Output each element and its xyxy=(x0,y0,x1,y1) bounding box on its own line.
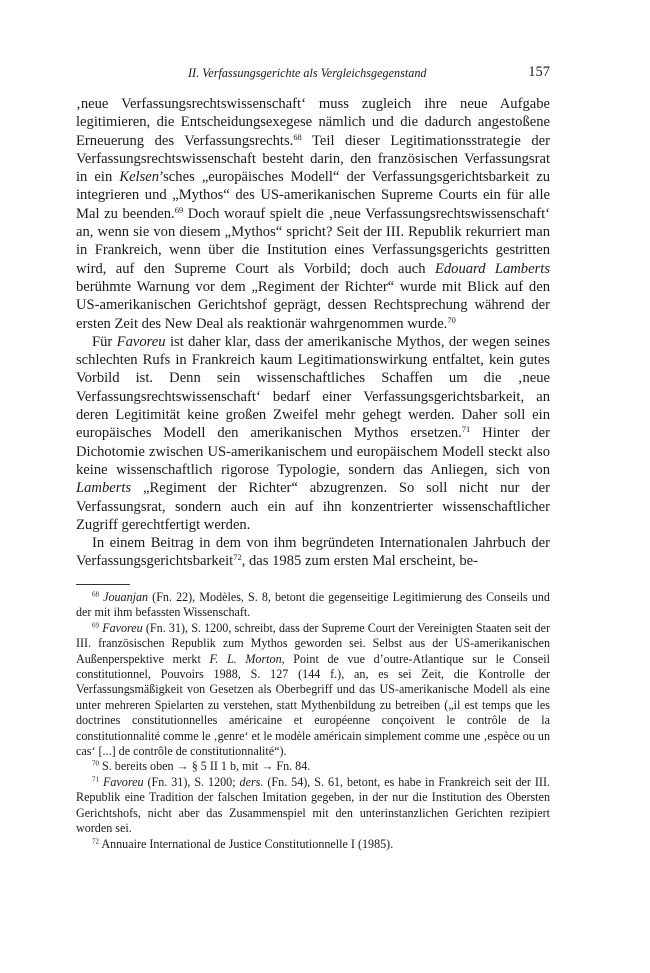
footnote xyxy=(76,837,550,852)
text-run: Teil dieser Legitimationsstrategie der Verfassungsrechtswissenschaft besteht darin, den französischen Verfassungsrat in ein xyxy=(76,132,551,186)
text-run: ‚neue Verfassungsrechtswissenschaft‘ muss zugleich ihre neue Aufgabe legitimieren, die Entscheidungsexegese nämlich und die dadurch angestoßene Erneuerung des Verfassungsrechts. xyxy=(76,96,550,149)
paragraph xyxy=(76,534,550,571)
text-run: ’sches „europäisches Modell“ der Verfassungsgerichtsbarkeit zu integrieren und „Mythos“ des US-amerikanischen Supreme Courts ein für alle Mal zu beenden. xyxy=(76,169,550,222)
text-run: S. bereits oben → § 5 II 1 b, mit → Fn. 84. xyxy=(99,759,311,774)
footnote-marker[interactable]: 71 xyxy=(461,424,471,435)
footnote-separator xyxy=(76,584,130,585)
footnote-marker[interactable]: 69 xyxy=(92,621,99,630)
italic-name: Favoreu xyxy=(102,620,143,635)
running-header xyxy=(76,64,550,84)
italic-name: Lamberts xyxy=(76,480,132,497)
text-run: (Fn. 31), S. 1200, schreibt, dass der Supreme Court der Vereinigten Staaten seit der III. französischen Republik zum Mythos geworden sei. Selbst aus der US-amerikanischen Außenperspektive merkt xyxy=(76,620,551,666)
text-run: Hinter der Dichotomie zwischen US-amerikanischem und europäischem Modell steckt also keine wissenschaftlich rigorose Typologie, sondern das Anliegen, sich von xyxy=(76,425,550,478)
footnote xyxy=(76,759,550,774)
text-run: „Regiment der Richter“ abzugrenzen. So soll nicht nur der Verfassungsrat, sondern auch ein auf ihn konzentrierter wissenschaftlicher Zugriff gerechtfertigt werden. xyxy=(76,480,550,533)
footnote-marker[interactable]: 72 xyxy=(92,837,99,846)
body-text xyxy=(76,95,550,571)
text-run: (Fn. 31), S. 1200; xyxy=(143,774,240,789)
text-run: , Point de vue d’outre-Atlantique sur le Conseil constitutionnel, Pouvoirs 1988, S. 127 (144 f.), an, es sei Zeit, die Kontrolle der Verfassungsmäßigkeit von Gesetzen als Oberbegriff und das US-amerikanische Modell als eine unter mehreren Spielarten zu verstehen, statt Mythenbildung zu betreiben („il est temps que les doctrines constitutionnelles américaine et européenne conçoivent le contrôle de la constitutionnalité comme le ‚genre‘ et le modèle américain simplement comme une ‚espèce ou un cas‘ [...] de contrôle de constitutionnalité“). xyxy=(76,651,550,759)
italic-name: Kelsen xyxy=(119,169,160,186)
text-run: Für xyxy=(92,333,117,350)
footnote-marker[interactable]: 70 xyxy=(92,760,99,769)
text-run: , das 1985 zum ersten Mal erscheint, be- xyxy=(241,553,478,570)
footnote xyxy=(76,775,550,837)
footnote xyxy=(76,590,550,621)
footnote-marker[interactable]: 70 xyxy=(447,314,456,325)
footnote-marker[interactable]: 71 xyxy=(92,775,99,784)
italic-name: Favoreu xyxy=(116,333,166,350)
footnote xyxy=(76,621,550,760)
footnotes xyxy=(76,590,550,852)
text-run: berühmte Warnung vor dem „Regiment der Richter“ wurde mit Blick auf den US-amerikanischen Gerichtshof geprägt, dessen Rechtsprechung während der ersten Zeit des New Deal als reaktionär wahrgenommen wurde. xyxy=(76,278,550,332)
text-run: Annuaire International de Justice Constitutionnelle I (1985). xyxy=(99,836,394,851)
footnote-marker[interactable]: 69 xyxy=(174,204,184,215)
footnote-marker[interactable]: 72 xyxy=(233,552,242,563)
italic-name: Jouanjan xyxy=(103,590,149,604)
italic-name: Edouard Lamberts xyxy=(434,260,550,277)
footnote-marker[interactable]: 68 xyxy=(92,590,99,599)
text-run: (Fn. 22), Modèles, S. 8, betont die gegenseitige Legitimierung des Conseils und der mit ihm befassten Wissenschaft. xyxy=(76,590,550,620)
text-run: ist daher klar, dass der amerikanische Mythos, der wegen seines schlechten Rufs in Frankreich kaum Legitimationswirkung entfaltet, kein gutes Vorbild ist. Denn sein wissenschaftliches Schaffen um die ‚neue Verfassungsrechtswissenschaft‘ bedarf einer Verfassungsgerichtsbarkeit, an deren Legitimität keine großen Zweifel mehr gehegt werden. Daher soll ein europäisches Modell den amerikanischen Mythos ersetzen. xyxy=(76,333,550,442)
paragraph xyxy=(76,333,550,534)
italic-name: Favoreu xyxy=(102,774,144,789)
text-run: (Fn. 54), S. 61, betont, es habe in Frankreich seit der III. Republik eine Tradition der falschen Imitation gegeben, in der nur die Institution des Obersten Gerichtshofs, nicht aber das Zusammenspiel mit den unterinstanzlichen Gerichten rezipiert worden sei. xyxy=(76,774,550,836)
italic-name: ders. xyxy=(239,774,264,789)
running-title: II. Verfassungsgerichte als Vergleichsgegenstand xyxy=(188,66,427,80)
italic-name: F. L. Morton xyxy=(209,651,282,666)
footnote-marker[interactable]: 68 xyxy=(293,131,302,142)
text-run: Doch worauf spielt die ‚neue Verfassungsrechtswissenschaft‘ an, wenn sie von diesem „Mythos“ spricht? Seit der III. Republik rekurriert man in Frankreich, wenn über die Institution eines Verfassungsgerichts gestritten wird, auf den Supreme Court als Vorbild; doch auch xyxy=(76,205,550,277)
text-run: In einem Beitrag in dem von ihm begründeten Internationalen Jahrbuch der Verfassungsgerichtsbarkeit xyxy=(76,535,550,570)
paragraph xyxy=(76,95,550,333)
page-number: 157 xyxy=(528,64,550,80)
